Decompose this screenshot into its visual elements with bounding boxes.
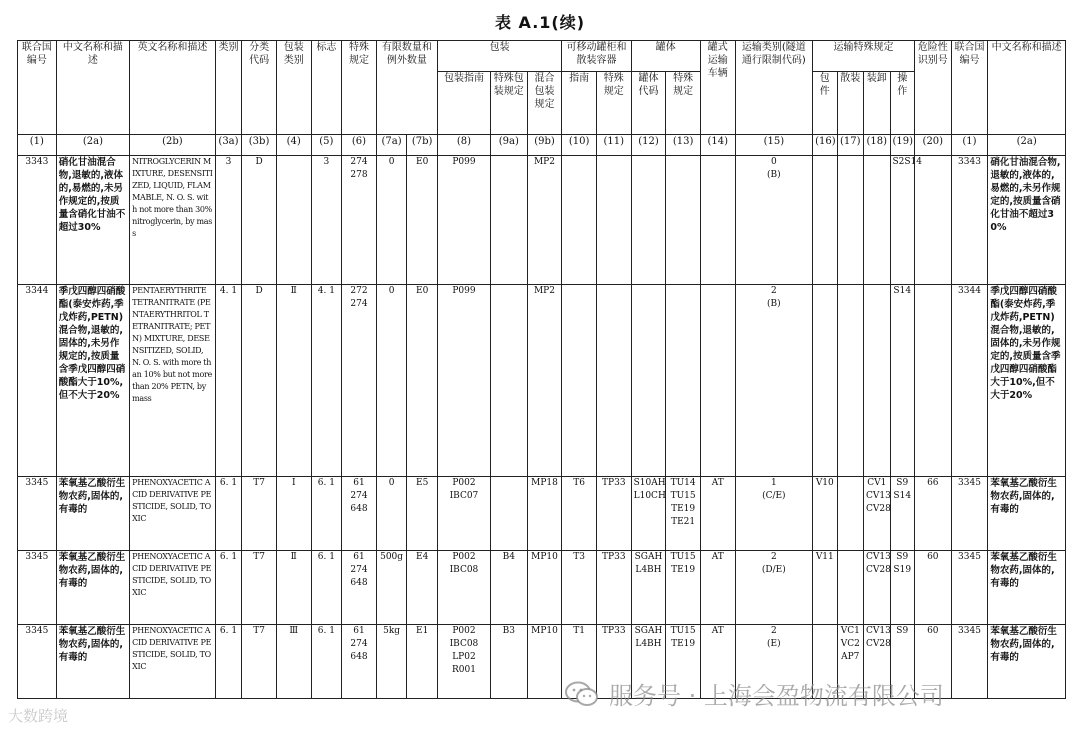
name-cn-repeat-cell: 苯氧基乙酸衍生物农药,固体的,有毒的 — [988, 625, 1066, 699]
mixed-packing-cell: MP2 — [527, 285, 562, 477]
header-pt-instructions: 指南 — [562, 72, 597, 135]
header-tank-code: 罐体代码 — [631, 72, 666, 135]
bulk-cell-line: VC1 — [840, 626, 860, 636]
tank-special-cell-line: TE19 — [671, 639, 696, 649]
bulk-cell — [837, 156, 864, 285]
classification-code-cell: T7 — [242, 551, 277, 625]
packing-instructions-cell-line: IBC07 — [449, 491, 479, 501]
tank-special-cell-line: TU14 — [670, 478, 696, 488]
column-number: (12) — [631, 135, 666, 156]
packing-instructions-cell-line: LP02 — [452, 652, 476, 662]
special-provisions-cell-line: 274 — [350, 299, 368, 309]
header-special-packing: 特殊包装规定 — [490, 72, 527, 135]
operation-cell-line: S9 — [896, 626, 909, 636]
un-number-repeat-cell: 3343 — [951, 156, 988, 285]
column-number: (3a) — [215, 135, 242, 156]
packing-instructions-cell — [437, 551, 490, 625]
limited-quantity-cell: 0 — [376, 156, 407, 285]
bulk-cell — [837, 477, 864, 551]
labels-cell: 6. 1 — [311, 625, 342, 699]
pt-instructions-cell — [562, 285, 597, 477]
excepted-quantity-cell: E4 — [407, 551, 438, 625]
tank-special-cell-line: TU15 — [670, 552, 696, 562]
header-classification-code: 分类代码 — [242, 41, 277, 135]
un-number-cell: 3345 — [18, 551, 57, 625]
labels-cell: 4. 1 — [311, 285, 342, 477]
column-number: (1) — [951, 135, 988, 156]
tank-code-cell-line: S10AH — [633, 478, 666, 488]
tank-vehicle-cell: AT — [700, 477, 735, 551]
loading-cell — [864, 285, 891, 477]
name-cn-cell: 硝化甘油混合物,退敏的,液体的,易燃的,未另作规定的,按质量含硝化甘油不超过30% — [56, 156, 129, 285]
un-number-cell: 3345 — [18, 477, 57, 551]
packages-cell — [813, 156, 837, 285]
header-tank: 罐体 — [631, 41, 700, 72]
tank-code-cell — [631, 285, 666, 477]
bulk-cell-line: VC2 — [840, 639, 860, 649]
classification-code-cell: D — [242, 156, 277, 285]
transport-category-cell — [735, 156, 812, 285]
special-provisions-cell-line: 274 — [350, 491, 368, 501]
special-provisions-cell-line: 278 — [350, 170, 368, 180]
un-number-cell: 3343 — [18, 156, 57, 285]
special-provisions-cell — [342, 156, 377, 285]
pt-instructions-cell — [562, 156, 597, 285]
watermark-left: 大数跨境 — [8, 707, 69, 725]
header-limited-quantity: 有限数量和例外数量 — [376, 41, 437, 135]
pt-instructions-cell: T6 — [562, 477, 597, 551]
un-number-repeat-cell: 3345 — [951, 477, 988, 551]
header-bulk: 散装 — [837, 72, 864, 135]
special-provisions-cell-line: 648 — [350, 578, 368, 588]
packing-instructions-cell-line: P002 — [452, 626, 476, 636]
packing-instructions-cell — [437, 285, 490, 477]
pt-special-cell: TP33 — [596, 625, 631, 699]
packing-instructions-cell-line: P099 — [452, 157, 476, 167]
loading-cell — [864, 477, 891, 551]
column-number: (17) — [837, 135, 864, 156]
packing-instructions-cell — [437, 477, 490, 551]
un-number-repeat-cell: 3345 — [951, 625, 988, 699]
classification-code-cell: T7 — [242, 625, 277, 699]
loading-cell-line: CV28 — [866, 565, 891, 575]
operation-cell — [890, 551, 914, 625]
limited-quantity-cell: 5kg — [376, 625, 407, 699]
operation-cell-line: S19 — [893, 565, 912, 575]
header-packages: 包件 — [813, 72, 837, 135]
operation-cell — [890, 156, 923, 285]
transport-category-cell-line: (C/E) — [762, 491, 786, 501]
header-name-en: 英文名称和描述 — [130, 41, 216, 135]
transport-category-cell-line: 2 — [770, 626, 777, 636]
name-cn-repeat-cell: 硝化甘油混合物,退敏的,液体的,易燃的,未另作规定的,按质量含硝化甘油不超过30% — [988, 156, 1066, 285]
packing-instructions-cell-line: P099 — [452, 286, 476, 296]
table-row — [18, 551, 1066, 625]
name-cn-cell: 季戊四醇四硝酸酯(泰安炸药,季戊炸药,PETN)混合物,退敏的,固体的,未另作规定的,按质量含季戊四醇四硝酸酯大于10%,但不大于20% — [56, 285, 129, 477]
loading-cell — [864, 551, 891, 625]
loading-cell-line: CV28 — [866, 639, 891, 649]
tank-special-cell-line: TE19 — [671, 565, 696, 575]
class-cell: 4. 1 — [215, 285, 242, 477]
header-loading: 装卸 — [864, 72, 891, 135]
tank-vehicle-cell — [700, 285, 735, 477]
watermark-right — [565, 676, 944, 711]
pt-instructions-cell: T1 — [562, 625, 597, 699]
transport-category-cell — [735, 551, 812, 625]
column-number: (3b) — [242, 135, 277, 156]
special-provisions-cell — [342, 477, 377, 551]
name-cn-cell: 苯氧基乙酸衍生物农药,固体的,有毒的 — [56, 551, 129, 625]
special-packing-cell: B4 — [490, 551, 527, 625]
packing-instructions-cell — [437, 156, 490, 285]
header-portable-tanks: 可移动罐柜和散装容器 — [562, 41, 631, 72]
tank-code-cell — [631, 156, 666, 285]
tank-code-cell-line: L10CH — [633, 491, 666, 501]
transport-category-cell-line: 0 — [770, 157, 777, 167]
name-en-cell: PHENOXYACETIC ACID DERIVATIVE PESTICIDE, SOLID, TOXIC — [130, 625, 216, 699]
excepted-quantity-cell: E0 — [407, 285, 438, 477]
packing-group-cell: Ⅲ — [276, 625, 311, 699]
packing-group-cell — [276, 156, 311, 285]
mixed-packing-cell: MP18 — [527, 477, 562, 551]
table-row — [18, 285, 1066, 477]
column-number: (2a) — [988, 135, 1066, 156]
column-number: (9b) — [527, 135, 562, 156]
tank-vehicle-cell: AT — [700, 625, 735, 699]
excepted-quantity-cell: E1 — [407, 625, 438, 699]
name-cn-cell: 苯氧基乙酸衍生物农药,固体的,有毒的 — [56, 477, 129, 551]
tank-vehicle-cell — [700, 156, 735, 285]
special-provisions-cell-line: 272 — [350, 286, 368, 296]
loading-cell-line: CV13 — [866, 626, 891, 636]
name-cn-repeat-cell: 苯氧基乙酸衍生物农药,固体的,有毒的 — [988, 477, 1066, 551]
pt-special-cell — [596, 285, 631, 477]
column-number: (5) — [311, 135, 342, 156]
transport-category-cell — [735, 285, 812, 477]
limited-quantity-cell: 0 — [376, 285, 407, 477]
wechat-icon — [565, 681, 599, 707]
header-operation: 操作 — [890, 72, 914, 135]
tank-special-cell — [666, 156, 701, 285]
bulk-cell-line: AP7 — [841, 652, 860, 662]
operation-cell-line: S14 — [893, 286, 912, 296]
name-cn-repeat-cell: 苯氧基乙酸衍生物农药,固体的,有毒的 — [988, 551, 1066, 625]
packing-group-cell: Ⅰ — [276, 477, 311, 551]
tank-code-cell-line: SGAH — [634, 626, 663, 636]
tank-vehicle-cell: AT — [700, 551, 735, 625]
operation-cell-line: S9 — [896, 478, 909, 488]
special-provisions-cell-line: 648 — [350, 504, 368, 514]
packing-instructions-cell — [437, 625, 490, 699]
tank-special-cell — [666, 551, 701, 625]
tank-special-cell — [666, 285, 701, 477]
bulk-cell — [837, 551, 864, 625]
header-name-cn-repeat: 中文名称和描述 — [988, 41, 1066, 135]
special-provisions-cell-line: 274 — [350, 157, 368, 167]
header-hazard-id: 危险性识别号 — [914, 41, 951, 135]
tank-special-cell-line: TE21 — [671, 517, 696, 527]
header-un-no-repeat: 联合国编号 — [951, 41, 988, 135]
column-number: (15) — [735, 135, 812, 156]
column-number: (7b) — [407, 135, 438, 156]
loading-cell-line: CV13 — [866, 491, 891, 501]
name-en-cell: PHENOXYACETIC ACID DERIVATIVE PESTICIDE, SOLID, TOXIC — [130, 477, 216, 551]
header-tank-special: 特殊规定 — [666, 72, 701, 135]
name-en-cell: NITROGLYCERIN MIXTURE, DESENSITIZED, LIQUID, FLAMMABLE, N. O. S. with not more than 30% nitroglycerin, by mass — [130, 156, 216, 285]
column-number: (13) — [666, 135, 701, 156]
header-packaging: 包装 — [437, 41, 561, 72]
column-number: (11) — [596, 135, 631, 156]
excepted-quantity-cell: E5 — [407, 477, 438, 551]
labels-cell: 3 — [311, 156, 342, 285]
special-packing-cell: B3 — [490, 625, 527, 699]
column-number: (20) — [914, 135, 951, 156]
column-number-row — [18, 135, 1066, 156]
class-cell: 3 — [215, 156, 242, 285]
hazard-id-cell: 60 — [914, 551, 951, 625]
tank-code-cell-line: SGAH — [634, 552, 663, 562]
special-provisions-cell-line: 274 — [350, 639, 368, 649]
column-number: (14) — [700, 135, 735, 156]
tank-special-cell — [666, 477, 701, 551]
header-special-provisions: 特殊规定 — [342, 41, 377, 135]
column-number: (9a) — [490, 135, 527, 156]
header-labels: 标志 — [311, 41, 342, 135]
loading-cell-line: CV13 — [866, 552, 891, 562]
transport-category-cell-line: (B) — [767, 299, 781, 309]
transport-category-cell — [735, 477, 812, 551]
header-pt-special: 特殊规定 — [596, 72, 631, 135]
watermark-right-text: 服务号 · 上海会盈物流有限公司 — [609, 682, 944, 710]
column-number: (2a) — [56, 135, 129, 156]
header-class: 类别 — [215, 41, 242, 135]
column-number: (8) — [437, 135, 490, 156]
special-packing-cell — [490, 477, 527, 551]
classification-code-cell: T7 — [242, 477, 277, 551]
hazard-id-cell — [914, 285, 951, 477]
name-cn-repeat-cell: 季戊四醇四硝酸酯(泰安炸药,季戊炸药,PETN)混合物,退敏的,固体的,未另作规定的,按质量含季戊四醇四硝酸酯大于10%,但不大于20% — [988, 285, 1066, 477]
operation-cell-line: S14 — [893, 491, 912, 501]
excepted-quantity-cell: E0 — [407, 156, 438, 285]
limited-quantity-cell: 500g — [376, 551, 407, 625]
un-number-cell: 3344 — [18, 285, 57, 477]
hazard-id-cell — [914, 156, 951, 285]
name-cn-cell: 苯氧基乙酸衍生物农药,固体的,有毒的 — [56, 625, 129, 699]
table-title: 表 A.1(续) — [494, 13, 586, 32]
column-number: (16) — [813, 135, 837, 156]
special-packing-cell — [490, 156, 527, 285]
special-provisions-cell-line: 61 — [353, 626, 365, 636]
packing-instructions-cell-line: IBC08 — [449, 565, 479, 575]
un-number-repeat-cell: 3345 — [951, 551, 988, 625]
tank-code-cell-line: L4BH — [635, 565, 662, 575]
column-number: (1) — [18, 135, 57, 156]
class-cell: 6. 1 — [215, 477, 242, 551]
dangerous-goods-table — [17, 40, 1066, 699]
pt-special-cell: TP33 — [596, 551, 631, 625]
transport-category-cell-line: (D/E) — [761, 565, 786, 575]
transport-category-cell-line: (B) — [767, 170, 781, 180]
column-number: (19) — [890, 135, 914, 156]
un-number-cell: 3345 — [18, 625, 57, 699]
header-packing-group: 包装类别 — [276, 41, 311, 135]
packing-instructions-cell-line: IBC08 — [449, 639, 479, 649]
header-carriage-special: 运输特殊规定 — [813, 41, 915, 72]
column-number: (4) — [276, 135, 311, 156]
hazard-id-cell: 66 — [914, 477, 951, 551]
hazard-id-cell: 60 — [914, 625, 951, 699]
mixed-packing-cell: MP10 — [527, 625, 562, 699]
packing-group-cell: Ⅱ — [276, 285, 311, 477]
header-un-no: 联合国编号 — [18, 41, 57, 135]
tank-code-cell-line: L4BH — [635, 639, 662, 649]
special-provisions-cell-line: 61 — [353, 552, 365, 562]
pt-instructions-cell: T3 — [562, 551, 597, 625]
tank-special-cell-line: TU15 — [670, 626, 696, 636]
column-number: (7a) — [376, 135, 407, 156]
loading-cell-line: CV28 — [866, 504, 891, 514]
column-number: (10) — [562, 135, 597, 156]
packing-instructions-cell-line: P002 — [452, 552, 476, 562]
mixed-packing-cell: MP10 — [527, 551, 562, 625]
packages-cell: V11 — [813, 551, 837, 625]
loading-cell — [864, 156, 891, 285]
transport-category-cell-line: 2 — [770, 552, 777, 562]
un-number-repeat-cell: 3344 — [951, 285, 988, 477]
tank-special-cell-line: TE19 — [671, 504, 696, 514]
header-tank-vehicle: 罐式运输车辆 — [700, 41, 735, 135]
special-packing-cell — [490, 285, 527, 477]
packing-instructions-cell-line: P002 — [452, 478, 476, 488]
operation-cell — [890, 477, 914, 551]
packing-group-cell: Ⅱ — [276, 551, 311, 625]
classification-code-cell: D — [242, 285, 277, 477]
table-row — [18, 477, 1066, 551]
special-provisions-cell-line: 648 — [350, 652, 368, 662]
pt-special-cell — [596, 156, 631, 285]
column-number: (6) — [342, 135, 377, 156]
special-provisions-cell-line: 61 — [353, 478, 365, 488]
name-en-cell: PENTAERYTHRITE TETRANITRATE (PENTAERYTHRITOL TETRANITRATE; PETN) MIXTURE, DESENSITIZED, SOLID, N. O. S. with more than 10% but not more than 20% PETN, by mass — [130, 285, 216, 477]
header-mixed-packing: 混合包装规定 — [527, 72, 562, 135]
operation-cell — [890, 285, 914, 477]
labels-cell: 6. 1 — [311, 477, 342, 551]
special-provisions-cell — [342, 285, 377, 477]
header-transport-category: 运输类别(隧道通行限制代码) — [735, 41, 812, 135]
tank-code-cell — [631, 551, 666, 625]
tank-special-cell-line: TU15 — [670, 491, 696, 501]
column-number: (2b) — [130, 135, 216, 156]
name-en-cell: PHENOXYACETIC ACID DERIVATIVE PESTICIDE, SOLID, TOXIC — [130, 551, 216, 625]
class-cell: 6. 1 — [215, 625, 242, 699]
transport-category-cell-line: (E) — [767, 639, 781, 649]
pt-special-cell: TP33 — [596, 477, 631, 551]
operation-cell-line: S2S14 — [892, 157, 923, 167]
labels-cell: 6. 1 — [311, 551, 342, 625]
header-name-cn: 中文名称和描述 — [56, 41, 129, 135]
special-provisions-cell-line: 274 — [350, 565, 368, 575]
transport-category-cell-line: 1 — [770, 478, 777, 488]
operation-cell-line: S9 — [896, 552, 909, 562]
transport-category-cell-line: 2 — [770, 286, 777, 296]
packages-cell: V10 — [813, 477, 837, 551]
table-row — [18, 156, 1066, 285]
loading-cell-line: CV1 — [867, 478, 887, 488]
packages-cell — [813, 285, 837, 477]
class-cell: 6. 1 — [215, 551, 242, 625]
bulk-cell — [837, 285, 864, 477]
table-body — [18, 156, 1066, 699]
special-provisions-cell — [342, 551, 377, 625]
limited-quantity-cell: 0 — [376, 477, 407, 551]
special-provisions-cell — [342, 625, 377, 699]
header-packing-instructions: 包装指南 — [437, 72, 490, 135]
mixed-packing-cell: MP2 — [527, 156, 562, 285]
tank-code-cell — [631, 477, 666, 551]
packing-instructions-cell-line: R001 — [451, 665, 476, 675]
column-number: (18) — [864, 135, 891, 156]
